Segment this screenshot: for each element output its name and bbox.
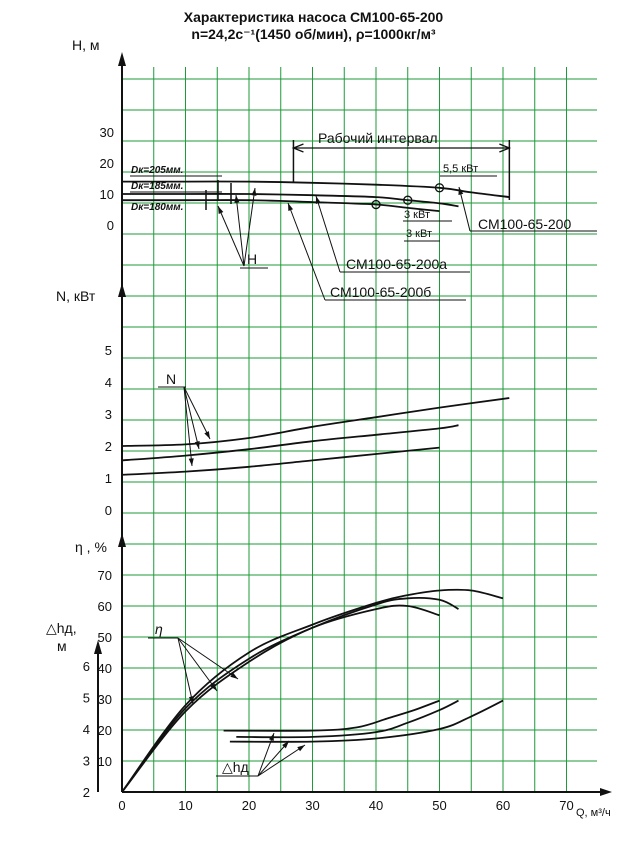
N-tick-label: 0 [104,503,112,518]
eta-tick-label: 10 [97,754,112,769]
x-tick-label: 40 [368,798,384,813]
x-tick-label: 30 [305,798,320,813]
power-label-3kw-a: 3 кВт [404,209,430,221]
diameter-label-185: Dк=185мм. [131,181,184,192]
H-tick-label: 30 [99,125,114,140]
dh-tick-label: 3 [82,753,90,769]
power-label-5-5kw: 5,5 кВт [443,163,479,175]
n-leader-1 [184,387,210,439]
dh-leader-3-arrowhead [297,745,305,751]
h-leader-2 [236,195,244,266]
eta-tick-label: 50 [97,630,112,645]
N-tick-label: 5 [104,343,112,358]
eta-tick-label: 60 [97,599,112,614]
h-axis-label: H, м [72,37,100,53]
n-leader-2-arrowhead [195,441,200,449]
pump-b-leader [288,203,325,300]
dh-axis-label: △hд, [46,620,77,636]
N-tick-label: 2 [104,439,112,454]
dh-curve-1 [230,701,503,742]
N-tick-label: 3 [104,407,112,422]
q-axis-label: Q, м³/ч [576,807,611,819]
chart-title-line1: Характеристика насоса СМ100-65-200 [183,9,444,25]
x-tick-label: 20 [241,798,257,813]
x-tick-label: 60 [495,798,511,813]
x-axis-arrow [600,788,612,796]
eta-leader-1 [178,638,238,679]
dh-tick-label: 2 [82,785,90,800]
dh-tick-label: 6 [82,659,90,674]
diameter-label-205: Dк=205мм. [131,165,184,176]
chart-annotations [46,37,611,819]
eta-tick-label: 20 [97,723,112,738]
x-tick-label: 0 [118,798,126,813]
n-curves-label: N [166,371,177,387]
eta-axis-label: η , % [75,539,107,555]
pump-label-a: СМ100-65-200а [346,256,448,272]
h-leader-3-arrowhead [251,188,256,196]
n-leader-1-arrowhead [204,431,210,439]
h-curves-label: H [247,251,258,267]
diameter-label-180: Dк=180мм. [131,202,184,213]
power-label-3kw-b: 3 кВт [406,228,432,240]
x-tick-label: 10 [178,798,193,813]
n-leader-3-arrowhead [189,458,194,466]
eta-tick-label: 40 [97,661,112,676]
h-leader-2-arrowhead [234,195,239,203]
dh-tick-label: 4 [82,722,90,737]
eta-axis-arrow [118,533,126,547]
chart-title-line2: n=24,2c⁻¹(1450 об/мин), ρ=1000кг/м³ [191,26,436,42]
x-tick-label: 70 [559,798,574,813]
pump-b-leader-arrowhead [288,203,293,211]
H-tick-label: 10 [99,187,114,202]
dh-curve-3 [224,701,440,731]
x-tick-label: 50 [432,798,447,813]
dh-axis-unit: м [57,638,67,654]
n-leader-2 [184,387,199,449]
h-leader-1-arrowhead [218,206,223,214]
pump-label-main: СМ100-65-200 [478,216,572,232]
y-axis-arrow [118,52,126,66]
eta-curves-label: η [155,621,163,637]
n-axis-label: N, кВт [56,288,96,304]
chart-curves [122,182,509,792]
dh-curves-label: △hд [222,759,249,775]
N-tick-label: 4 [104,375,112,390]
dh-tick-label: 5 [82,690,90,706]
H-tick-label: 20 [99,156,114,171]
working-interval-label: Рабочий интервал [318,130,438,146]
N-tick-label: 1 [104,471,112,486]
n-axis-arrow [118,283,126,297]
h-leader-1 [218,206,244,266]
N-curve-1 [122,398,509,446]
eta-tick-label: 30 [97,692,112,707]
pump-label-b: СМ100-65-200б [330,284,432,300]
eta-tick-label: 70 [97,568,112,583]
H-tick-label: 0 [106,218,114,233]
